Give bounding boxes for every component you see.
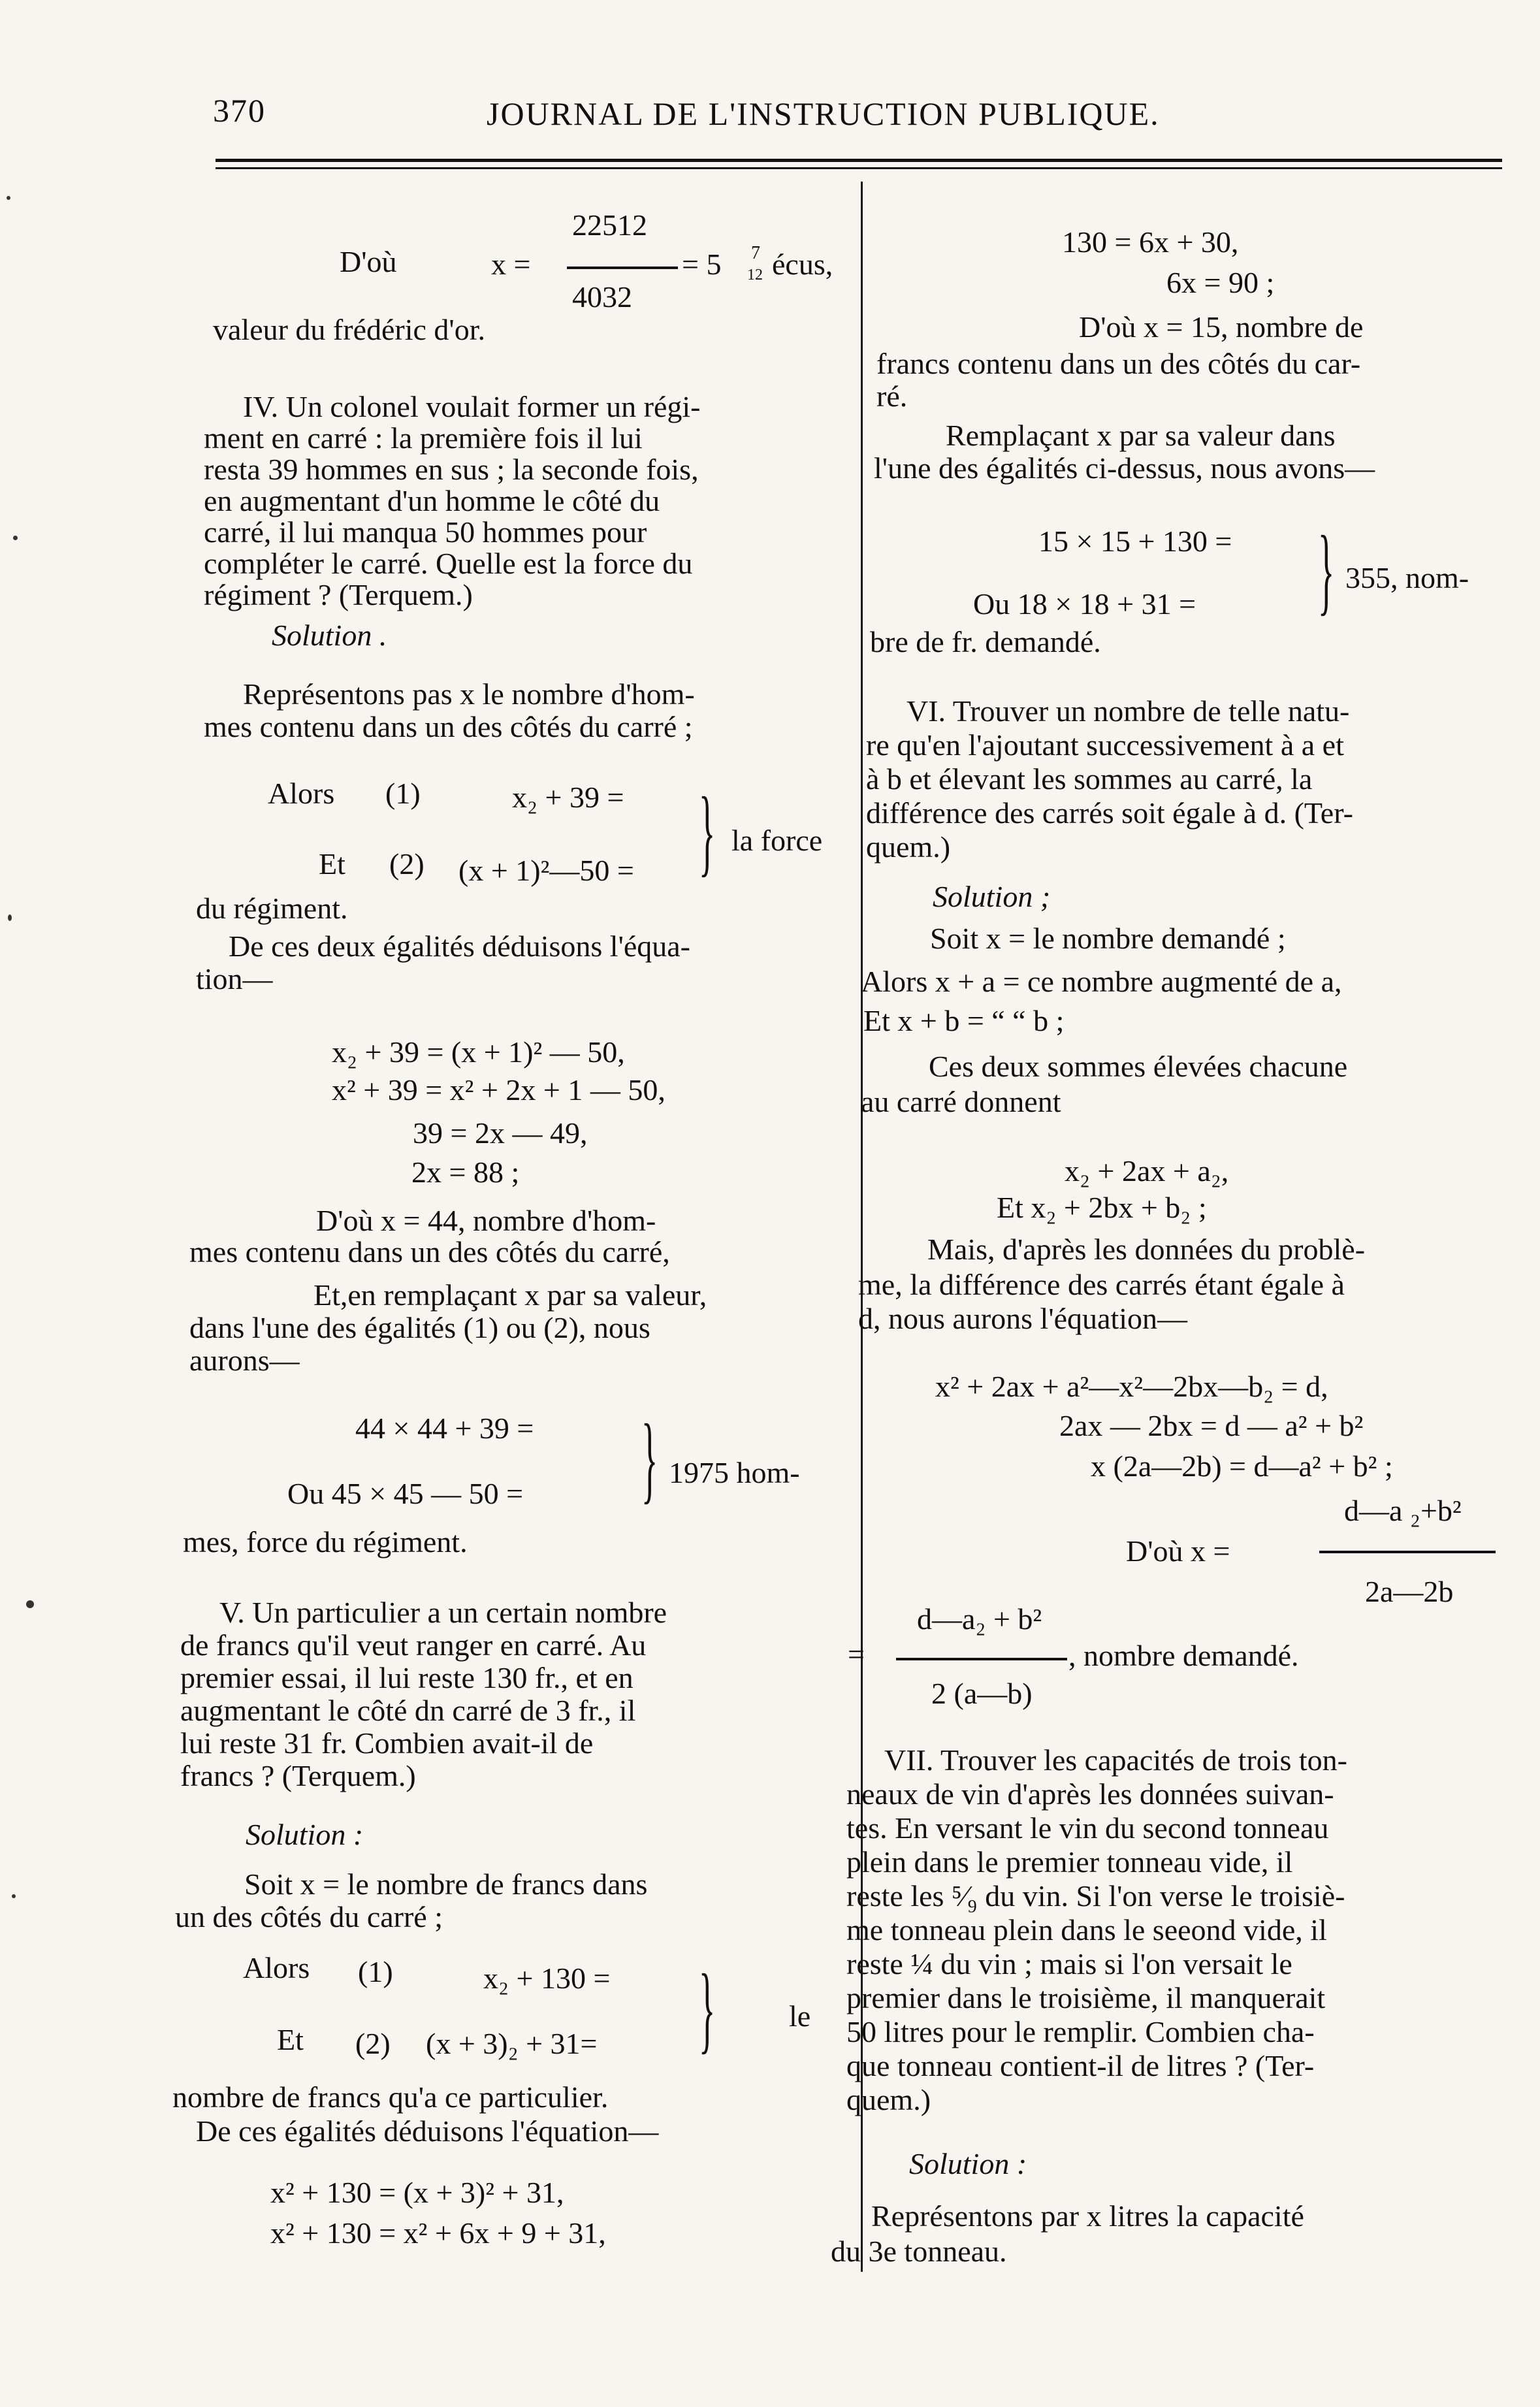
text-line: Remplaçant x par sa valeur dans: [946, 419, 1336, 452]
eq-number: (2): [389, 847, 425, 880]
solution-heading: Solution .: [272, 619, 387, 652]
solution-heading: Solution ;: [933, 880, 1051, 913]
equation: 39 = 2x — 49,: [413, 1116, 588, 1150]
computation: Ou 45 × 45 — 50 =: [287, 1477, 524, 1510]
text-line: Mais, d'après les données du problè-: [927, 1233, 1366, 1266]
text-line: un des côtés du carré ;: [175, 1900, 443, 1933]
computation: 44 × 44 + 39 =: [355, 1412, 534, 1445]
text-line: Et,en remplaçant x par sa valeur,: [313, 1278, 707, 1312]
text-line: Représentons par x litres la capacité: [871, 2199, 1304, 2233]
et-label: Et: [277, 2023, 304, 2056]
computation: 15 × 15 + 130 =: [1038, 525, 1232, 558]
problem-line: ment en carré : la première fois il lui: [204, 421, 643, 455]
speck: [7, 196, 10, 200]
page-number: 370: [213, 92, 266, 129]
problem-line: tes. En versant le vin du second tonneau: [846, 1811, 1329, 1845]
problem-line: reste les ⁵⁄₉ du vin. Si l'on verse le troisiè-: [846, 1879, 1345, 1913]
solution-heading: Solution :: [909, 2147, 1027, 2180]
equation: 2x = 88 ;: [411, 1155, 520, 1189]
text-line: francs contenu dans un des côtés du car-: [876, 347, 1361, 380]
brace: }: [1318, 516, 1335, 624]
alors-label: Alors: [243, 1951, 310, 1984]
text-line: au carré donnent: [861, 1085, 1061, 1118]
brace: }: [699, 777, 716, 886]
text-line: Représentons pas x le nombre d'hom-: [243, 677, 695, 711]
text-line: Ces deux sommes élevées chacune: [929, 1050, 1348, 1083]
equation: x₂ + 2ax + a₂,: [1065, 1154, 1229, 1187]
text-line: d, nous aurons l'équation—: [858, 1302, 1188, 1335]
equation: x₂ + 130 =: [483, 1962, 611, 1995]
speck: [8, 914, 12, 921]
fraction-denominator: 2 (a—b): [931, 1677, 1033, 1710]
equation: (x + 1)²—50 =: [458, 854, 634, 887]
problem-line: plein dans le premier tonneau vide, il: [846, 1845, 1293, 1879]
alors-label: Alors: [268, 777, 335, 810]
equation: x² + 39 = x² + 2x + 1 — 50,: [332, 1073, 666, 1107]
dou-label: D'où x =: [1126, 1534, 1230, 1568]
problem-line: re qu'en l'ajoutant successivement à a et: [866, 728, 1344, 762]
problem-line: que tonneau contient-il de litres ? (Ter-: [846, 2049, 1315, 2082]
problem-line: à b et élevant les sommes au carré, la: [866, 762, 1313, 796]
text-line: me, la différence des carrés étant égale à: [858, 1268, 1345, 1301]
text-line: dans l'une des égalités (1) ou (2), nous: [189, 1311, 650, 1344]
problem-line: resta 39 hommes en sus ; la seconde fois,: [204, 453, 699, 486]
superscript: 7: [751, 243, 760, 263]
fraction-bar: [896, 1658, 1067, 1660]
problem-line: francs ? (Terquem.): [180, 1759, 416, 1792]
text-line: l'une des égalités ci-dessus, nous avons—: [874, 451, 1375, 485]
fraction-bar: [1319, 1551, 1496, 1553]
equation: Et x₂ + 2bx + b₂ ;: [997, 1191, 1207, 1224]
dou-label: D'où: [340, 245, 397, 278]
text-line: D'où x = 15, nombre de: [1079, 310, 1364, 344]
problem-line: premier essai, il lui reste 130 fr., et en: [180, 1661, 634, 1694]
text-line: mes contenu dans un des côtés du carré ;: [204, 710, 693, 743]
text-line: D'où x = 44, nombre d'hom-: [316, 1204, 656, 1237]
computation: Ou 18 × 18 + 31 =: [973, 587, 1196, 621]
fraction-denominator: 2a—2b: [1365, 1575, 1454, 1608]
journal-title: JOURNAL DE L'INSTRUCTION PUBLIQUE.: [487, 95, 1160, 132]
text-line: tion—: [196, 962, 273, 995]
problem-line: augmentant le côté dn carré de 3 fr., il: [180, 1694, 636, 1727]
text-line: du 3e tonneau.: [831, 2235, 1007, 2268]
brace-result: 355, nom-: [1345, 561, 1469, 594]
equation: 130 = 6x + 30,: [1062, 225, 1239, 259]
solution-heading: Solution :: [246, 1818, 364, 1851]
problem-line: VII. Trouver les capacités de trois ton-: [884, 1743, 1348, 1777]
text-line: mes contenu dans un des côtés du carré,: [189, 1235, 670, 1268]
fraction-numerator: 22512: [572, 208, 647, 242]
header-rule: [216, 167, 1502, 169]
text-line: ré.: [876, 380, 908, 413]
equation: x² + 130 = (x + 3)² + 31,: [270, 2176, 564, 2209]
brace-result: 1975 hom-: [669, 1456, 800, 1489]
ecus: écus,: [772, 248, 833, 281]
speck: [13, 536, 18, 540]
text-line: , nombre demandé.: [1068, 1639, 1299, 1672]
problem-line: me tonneau plein dans le seeond vide, il: [846, 1913, 1327, 1947]
text-line: aurons—: [189, 1344, 300, 1377]
eq-number: (1): [358, 1955, 393, 1988]
text-line: Soit x = le nombre de francs dans: [244, 1867, 648, 1901]
problem-line: reste ¼ du vin ; mais si l'on versait le: [846, 1947, 1292, 1980]
equals-five: = 5: [682, 248, 722, 281]
equation: x₂ + 39 =: [512, 781, 624, 814]
problem-line: lui reste 31 fr. Combien avait-il de: [180, 1726, 594, 1760]
text-line: Et x + b = “ “ b ;: [863, 1004, 1065, 1037]
problem-line: quem.): [866, 830, 951, 864]
problem-line: carré, il lui manqua 50 hommes pour: [204, 515, 647, 549]
problem-line: en augmentant d'un homme le côté du: [204, 484, 660, 517]
equals-sign: =: [848, 1638, 865, 1671]
problem-line: IV. Un colonel voulait former un régi-: [243, 390, 701, 423]
eq-number: (2): [355, 2027, 391, 2060]
equation: 2ax — 2bx = d — a² + b²: [1059, 1409, 1364, 1442]
problem-line: V. Un particulier a un certain nombre: [219, 1596, 667, 1629]
text-line: Alors x + a = ce nombre augmenté de a,: [861, 965, 1342, 998]
equation: 6x = 90 ;: [1166, 266, 1275, 299]
equation: x₂ + 39 = (x + 1)² — 50,: [332, 1035, 625, 1069]
eq-number: (1): [385, 777, 421, 810]
problem-line: 50 litres pour le remplir. Combien cha-: [846, 2015, 1315, 2048]
text-line: mes, force du régiment.: [183, 1525, 468, 1559]
problem-line: premier dans le troisième, il manquerait: [846, 1981, 1326, 2014]
brace-result: le: [789, 1999, 811, 2033]
speck: [12, 1894, 16, 1898]
x-equals: x =: [491, 248, 531, 281]
text-line: du régiment.: [196, 892, 348, 925]
brace: }: [641, 1404, 658, 1513]
equation: x (2a—2b) = d—a² + b² ;: [1091, 1449, 1393, 1483]
text-line: nombre de francs qu'a ce particulier.: [172, 2080, 609, 2114]
problem-line: quem.): [846, 2083, 931, 2116]
speck: [26, 1600, 34, 1608]
problem-line: de francs qu'il veut ranger en carré. Au: [180, 1628, 647, 1662]
text-line: De ces égalités déduisons l'équation—: [196, 2114, 659, 2148]
problem-line: régiment ? (Terquem.): [204, 578, 473, 611]
fraction-numerator: d—a ₂+b²: [1344, 1494, 1462, 1527]
header-rule: [216, 159, 1502, 162]
equation: x² + 130 = x² + 6x + 9 + 31,: [270, 2216, 606, 2250]
equation: (x + 3)₂ + 31=: [426, 2027, 598, 2060]
brace-result: la force: [731, 824, 823, 857]
subscript: 12: [747, 267, 763, 283]
problem-line: VI. Trouver un nombre de telle natu-: [906, 694, 1350, 728]
problem-line: neaux de vin d'après les données suivan-: [846, 1777, 1334, 1811]
equation: x² + 2ax + a²—x²—2bx—b₂ = d,: [935, 1370, 1328, 1403]
fraction-numerator: d—a₂ + b²: [917, 1602, 1042, 1636]
fraction-denominator: 4032: [572, 280, 632, 314]
problem-line: différence des carrés soit égale à d. (Ter-: [866, 796, 1353, 830]
text-line: De ces deux égalités déduisons l'équa-: [229, 929, 691, 963]
et-label: Et: [319, 847, 345, 880]
text-line: Soit x = le nombre demandé ;: [930, 922, 1286, 955]
brace: }: [699, 1954, 716, 2063]
fraction-bar: [567, 267, 678, 269]
value-line: valeur du frédéric d'or.: [213, 313, 485, 346]
text-line: bre de fr. demandé.: [870, 625, 1101, 658]
problem-line: compléter le carré. Quelle est la force du: [204, 547, 693, 580]
